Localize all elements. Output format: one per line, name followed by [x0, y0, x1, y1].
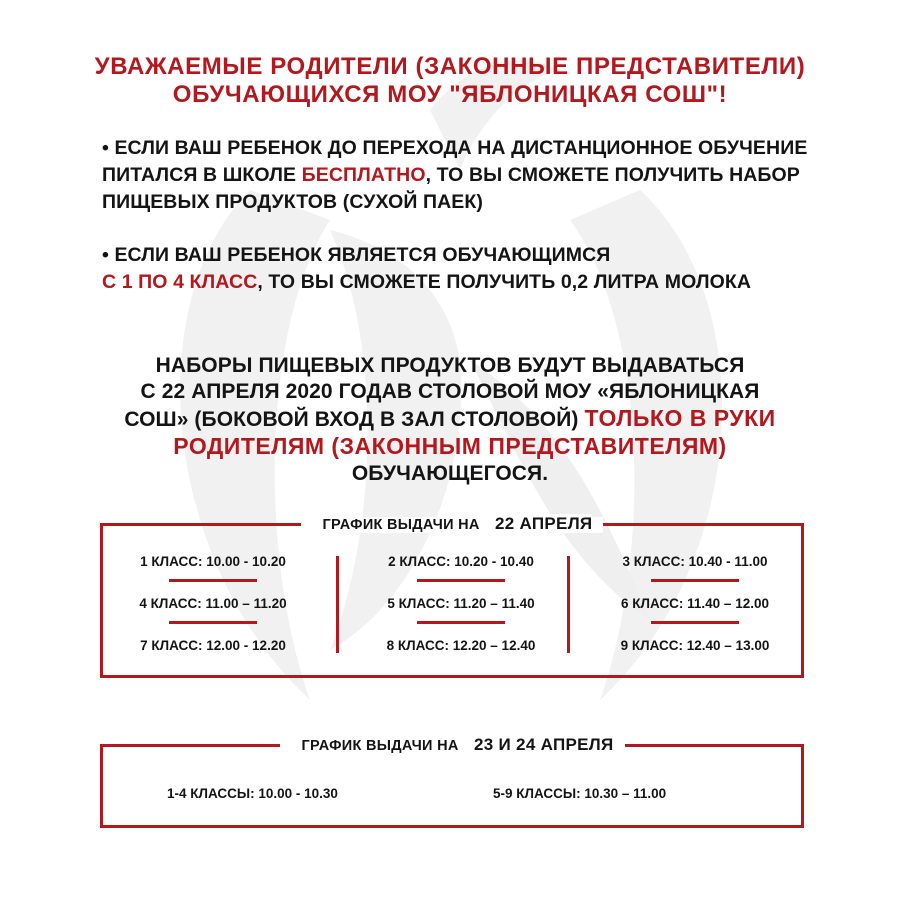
issue-line-3-highlight: ТОЛЬКО В РУКИ	[584, 405, 776, 431]
schedule-slot: 5 КЛАСС: 11.20 – 11.40	[387, 596, 535, 611]
bullet-free-meals-highlight: БЕСПЛАТНО	[301, 164, 426, 186]
column-divider	[567, 556, 570, 653]
issue-info	[40, 353, 860, 487]
bullet-free-meals	[102, 135, 862, 216]
schedule-separator	[169, 621, 257, 624]
schedule-separator	[169, 579, 257, 582]
schedule-slot: 6 КЛАСС: 11.40 – 12.00	[621, 596, 769, 611]
issue-line-1: НАБОРЫ ПИЩЕВЫХ ПРОДУКТОВ БУДУТ ВЫДАВАТЬСЯ	[155, 354, 745, 377]
schedule-separator	[417, 621, 505, 624]
schedule-slot: 9 КЛАСС: 12.40 – 13.00	[620, 638, 770, 653]
schedule-slot: 1-4 КЛАССЫ: 10.00 - 10.30	[167, 786, 338, 801]
bullet-free-meals-text-1: • ЕСЛИ ВАШ РЕБЕНОК ДО ПЕРЕХОДА НА ДИСТАНЦИОННОЕ ОБУЧЕНИЕ ПИТАЛСЯ В ШКОЛЕ	[102, 137, 808, 186]
schedule-slot: 1 КЛАСС: 10.00 - 10.20	[140, 554, 286, 569]
issue-line-5: ОБУЧАЮЩЕГОСЯ.	[351, 462, 549, 485]
schedule-slot: 2 КЛАСС: 10.20 - 10.40	[388, 554, 534, 569]
page-title	[20, 53, 880, 109]
title-line-2: ОБУЧАЮЩИХСЯ МОУ "ЯБЛОНИЦКАЯ СОШ"!	[172, 81, 728, 108]
schedule-slot: 3 КЛАСС: 10.40 - 11.00	[622, 554, 768, 569]
schedule-slot: 7 КЛАСС: 12.00 - 12.20	[140, 638, 286, 653]
bullet-milk-text-1: • ЕСЛИ ВАШ РЕБЕНОК ЯВЛЯЕТСЯ ОБУЧАЮЩИМСЯ	[102, 244, 611, 266]
schedule-title-date: 22 АПРЕЛЯ	[495, 514, 593, 533]
issue-line-2: С 22 АПРЕЛЯ 2020 ГОДАВ СТОЛОВОЙ МОУ «ЯБЛОНИЦКАЯ	[140, 380, 760, 403]
issue-line-4-highlight: РОДИТЕЛЯМ (ЗАКОННЫМ ПРЕДСТАВИТЕЛЯМ)	[173, 433, 727, 459]
schedule-april-23-24-title	[103, 735, 801, 756]
bullet-milk-highlight: С 1 ПО 4 КЛАСС	[102, 271, 258, 293]
schedule-title-prefix: ГРАФИК ВЫДАЧИ НА	[312, 517, 495, 533]
issue-line-3: СОШ» (БОКОВОЙ ВХОД В ЗАЛ СТОЛОВОЙ)	[124, 408, 585, 431]
column-divider	[336, 556, 339, 653]
title-line-1: УВАЖАЕМЫЕ РОДИТЕЛИ (ЗАКОННЫЕ ПРЕДСТАВИТЕЛИ)	[94, 53, 806, 80]
schedule-april-23-24	[100, 735, 804, 828]
schedule-april-22-title	[103, 514, 801, 535]
schedule-separator	[651, 621, 739, 624]
schedule-slot: 4 КЛАСС: 11.00 – 11.20	[139, 596, 287, 611]
bullet-milk	[102, 242, 862, 296]
schedule-april-22	[100, 514, 804, 678]
schedule-title-prefix: ГРАФИК ВЫДАЧИ НА	[291, 738, 474, 754]
bullet-milk-text-2: , ТО ВЫ СМОЖЕТЕ ПОЛУЧИТЬ 0,2 ЛИТРА МОЛОКА	[257, 271, 752, 293]
schedule-separator	[417, 579, 505, 582]
bullet-free-meals-text-2: , ТО ВЫ СМОЖЕТЕ ПОЛУЧИТЬ НАБОР ПИЩЕВЫХ ПРОДУКТОВ (СУХОЙ ПАЕК)	[102, 164, 800, 213]
schedule-slot: 8 КЛАСС: 12.20 – 12.40	[386, 638, 536, 653]
schedule-title-date: 23 И 24 АПРЕЛЯ	[473, 735, 614, 754]
schedule-separator	[651, 579, 739, 582]
schedule-slot: 5-9 КЛАССЫ: 10.30 – 11.00	[493, 786, 667, 801]
